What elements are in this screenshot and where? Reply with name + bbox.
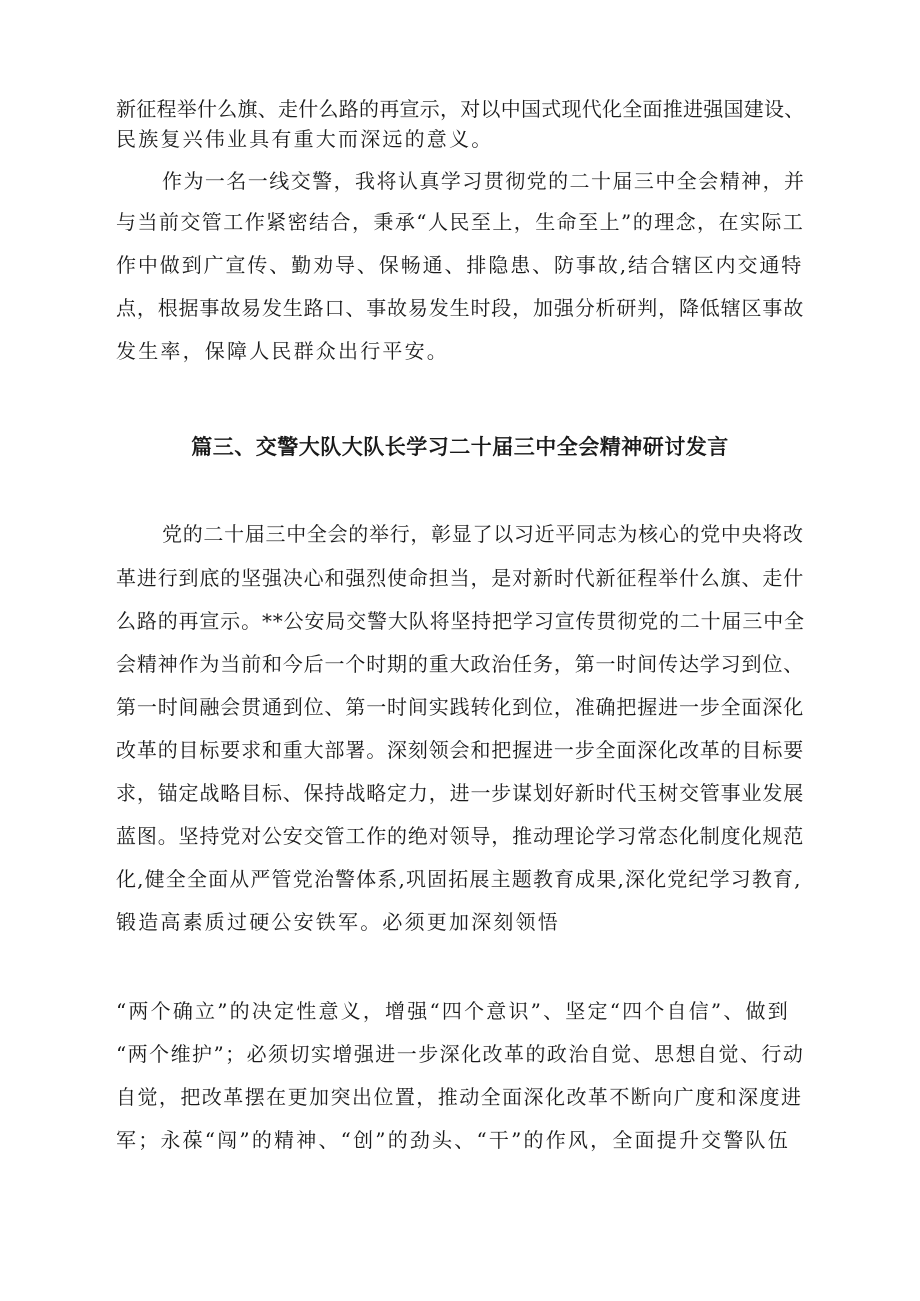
paragraph-line: 自觉，把改革摆在更加突出位置，推动全面深化改革不断向广度和深度进: [116, 1085, 803, 1109]
paragraph-line: 第一时间融会贯通到位、第一时间实践转化到位，准确把握进一步全面深化: [116, 695, 805, 719]
section-heading: 篇三、交警大队大队长学习二十届三中全会精神研讨发言: [191, 435, 729, 459]
paragraph-line: 改革的目标要求和重大部署。深刻领会和把握进一步全面深化改革的目标要: [116, 738, 805, 762]
paragraph-line: 新征程举什么旗、走什么路的再宣示，对以中国式现代化全面推进强国建设、: [116, 97, 805, 121]
paragraph-line: 民族复兴伟业具有重大而深远的意义。: [116, 127, 494, 151]
paragraph-line: 发生率，保障人民群众出行平安。: [116, 339, 449, 363]
paragraph-line: 求，锚定战略目标、保持战略定力，进一步谋划好新时代玉树交管事业发展: [116, 781, 805, 805]
paragraph-line: 与当前交管工作紧密结合，秉承“人民至上，生命至上”的理念，在实际工: [116, 210, 805, 234]
paragraph-line: 蓝图。坚持党对公安交管工作的绝对领导，推动理论学习常态化制度化规范: [116, 824, 805, 848]
paragraph-line: 化,健全全面从严管党治警体系,巩固拓展主题教育成果,深化党纪学习教育,: [116, 867, 802, 891]
paragraph-line: “两个维护”；必须切实增强进一步深化改革的政治自觉、思想自觉、行动: [116, 1042, 805, 1066]
paragraph-line: 作中做到广宣传、勤劝导、保畅通、排隐患、防事故,结合辖区内交通特: [116, 253, 804, 277]
paragraph-line: 锻造高素质过硬公安铁军。必须更加深刻领悟: [116, 910, 560, 934]
paragraph-line: 作为一名一线交警，我将认真学习贯彻党的二十届三中全会精神，并: [162, 169, 806, 193]
paragraph-line: 军；永葆“闯”的精神、“创”的劲头、“干”的作风，全面提升交警队伍: [116, 1128, 790, 1152]
paragraph-line: “两个确立”的决定性意义，增强“四个意识”、坚定“四个自信”、做到: [116, 999, 790, 1023]
paragraph-line: 么路的再宣示。**公安局交警大队将坚持把学习宣传贯彻党的二十届三中全: [116, 609, 805, 633]
paragraph-line: 党的二十届三中全会的举行，彰显了以习近平同志为核心的党中央将改: [162, 522, 804, 546]
paragraph-line: 点，根据事故易发生路口、事故易发生时段，加强分析研判，降低辖区事故: [116, 296, 805, 320]
paragraph-line: 会精神作为当前和今后一个时期的重大政治任务，第一时间传达学习到位、: [116, 652, 805, 676]
paragraph-line: 革进行到底的坚强决心和强烈使命担当，是对新时代新征程举什么旗、走什: [116, 566, 805, 590]
